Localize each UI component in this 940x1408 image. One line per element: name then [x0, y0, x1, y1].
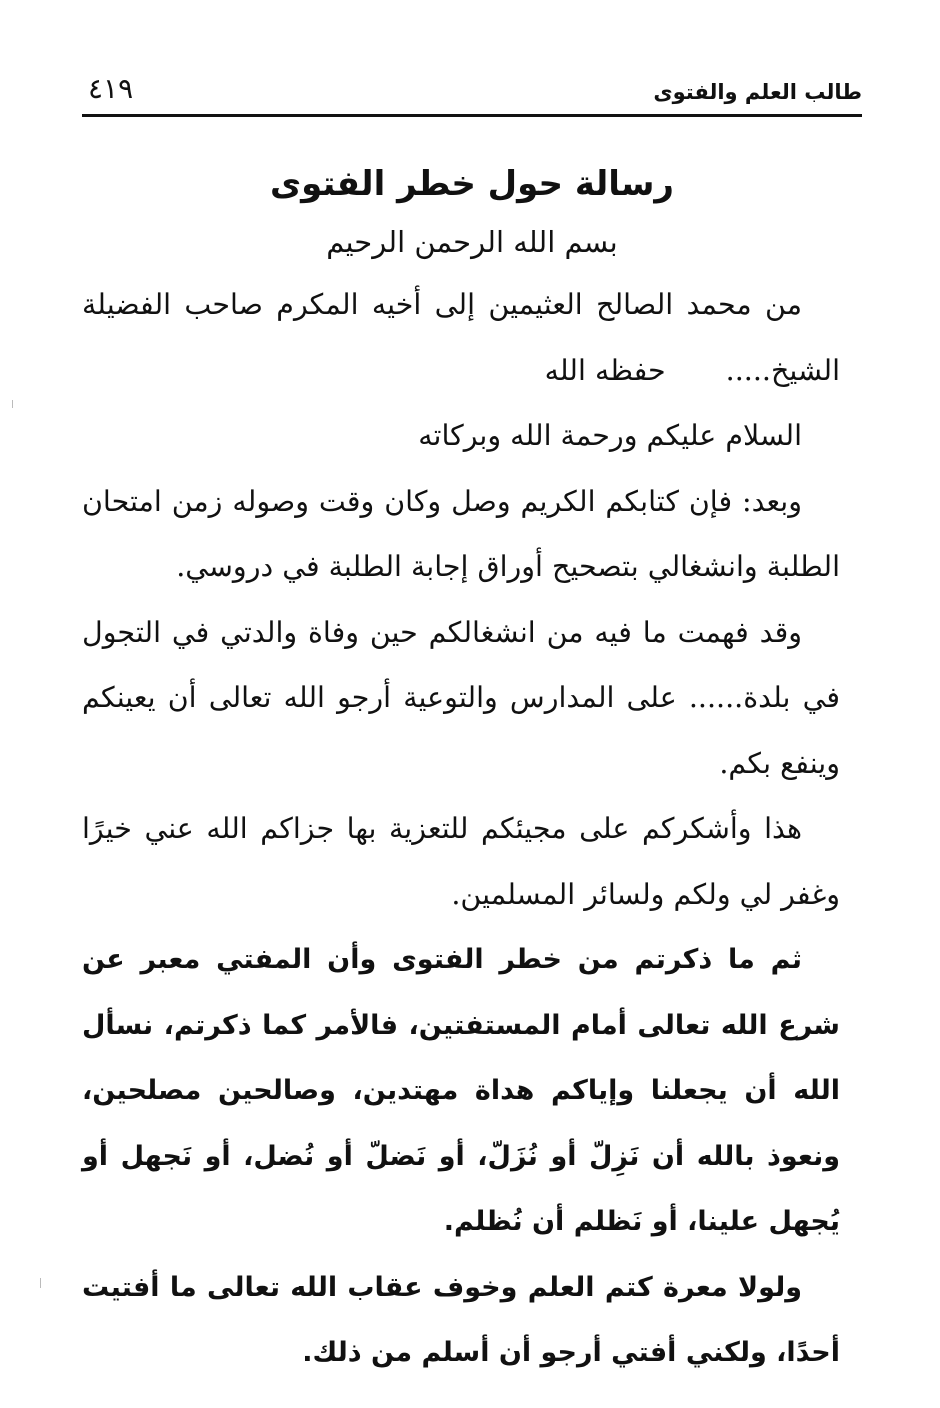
paragraph-thanks: هذا وأشكركم على مجيئكم للتعزية بها جزاكم الله عني خيرًا وغفر لي ولكم ولسائر المسلمين.: [82, 812, 840, 911]
running-header: [82, 72, 862, 116]
paragraph-closing: ولولا معرة كتم العلم وخوف عقاب الله تعالى ما أفتيت أحدًا، ولكني أفتي أرجو أن أسلم من ذلك.: [82, 1271, 840, 1368]
address-text: من محمد الصالح العثيمين إلى أخيه المكرم صاحب الفضيلة الشيخ.....: [82, 288, 840, 387]
header-rule: [82, 114, 862, 117]
page-number: ٤١٩: [88, 72, 134, 105]
running-title: طالب العلم والفتوى: [653, 80, 862, 104]
paragraph-exams: وبعد: فإن كتابكم الكريم وصل وكان وقت وصوله زمن امتحان الطلبة وانشغالي بتصحيح أوراق إجابة الطلبة في دروسي.: [82, 484, 840, 583]
letter-body: [82, 272, 840, 1386]
letter-title: رسالة حول خطر الفتوى: [269, 164, 674, 204]
paragraph-fatwa-danger: ثم ما ذكرتم من خطر الفتوى وأن المفتي معبر عن شرع الله تعالى أمام المستفتين، فالأمر كما ذكرتم، نسأل الله أن يجعلنا وإياكم هداة مهتدين، وصالحين مصلحين، ونعوذ بالله أن نَزِلّ أو نُزَلّ، أو نَضلّ أو نُضل، أو نَجهل أو يُجهل علينا، أو نَظلم أن نُظلم.: [82, 944, 840, 1237]
scan-speck: [40, 1278, 41, 1288]
paragraph-condolence-travel: وقد فهمت ما فيه من انشغالكم حين وفاة والدتي في التجول في بلدة...... على المدارس والتوعية أرجو الله تعالى أن يعينكم وينفع بكم.: [82, 615, 840, 780]
basmala: بسم الله الرحمن الرحيم: [326, 225, 618, 259]
address-paragraph: [82, 272, 840, 403]
greeting: السلام عليكم ورحمة الله وبركاته: [418, 419, 802, 452]
scan-speck: [12, 400, 13, 408]
address-blessing: حفظه الله: [544, 353, 666, 387]
